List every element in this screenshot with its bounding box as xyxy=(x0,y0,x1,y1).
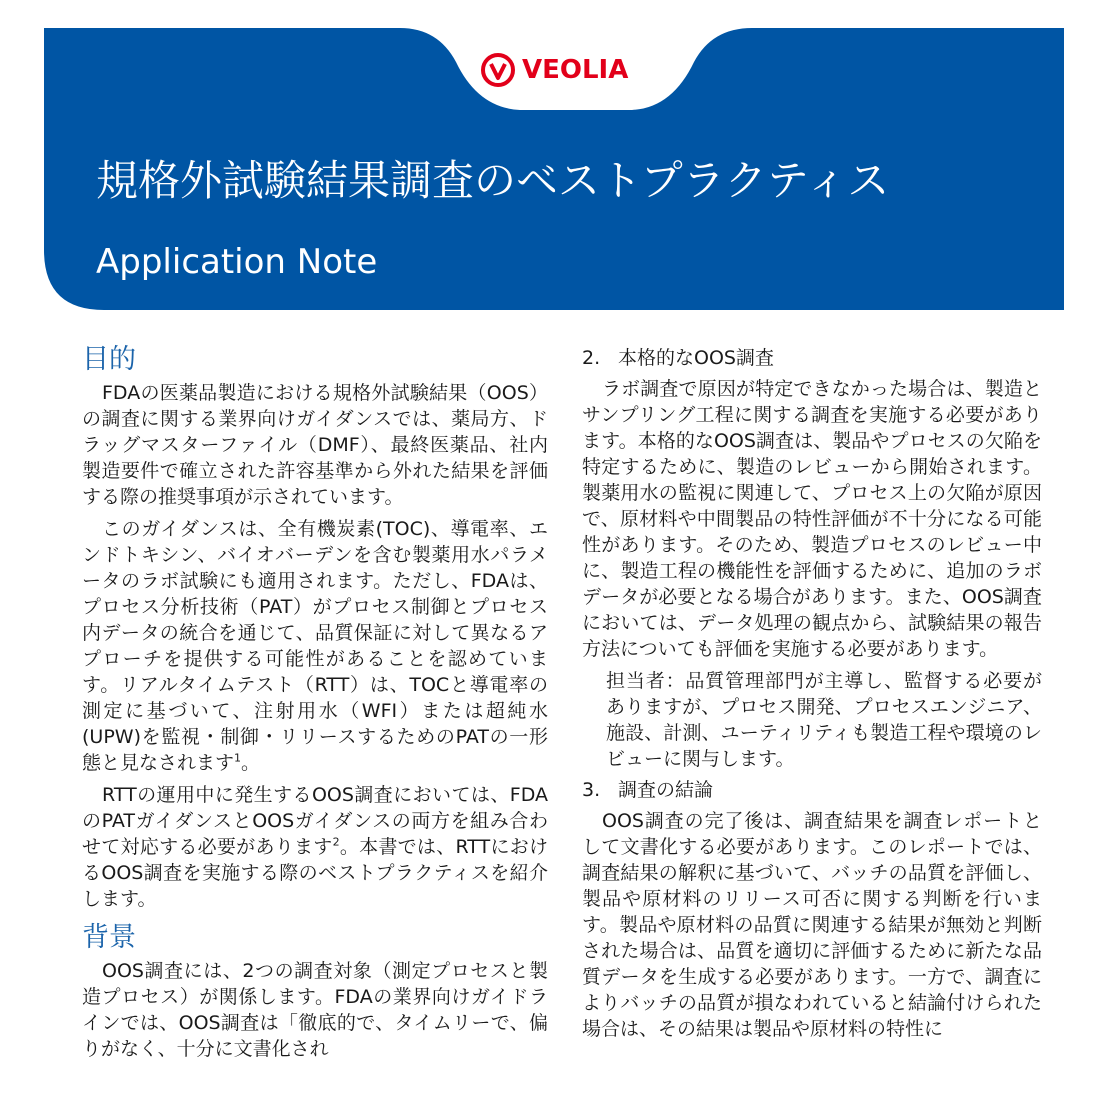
veolia-logo-text: VEOLIA xyxy=(522,55,629,85)
item-2-responsible-note: 担当者：品質管理部門が主導し、監督する必要がありますが、プロセス開発、プロセスエンジニア、施設、計測、ユーティリティも製造工程や環境のレビューに関与します。 xyxy=(606,670,1042,770)
item-3-paragraph: OOS調査の完了後は、調査結果を調査レポートとして文書化する必要があります。このレポートでは、調査結果の解釈に基づいて、バッチの品質を評価し、製品や原材料のリリース可否に関する判断を行います。製品や原材料の品質に関連する結果が無効と判断された場合は、品質を適切に評価するために新たな品質データを生成する必要があります。一方で、調査によりバッチの品質が損なわれていると結論付けられた場合は、その結果は製品や原材料の特性に xyxy=(582,810,1042,1040)
purpose-paragraph-1 xyxy=(82,380,548,510)
section-heading-purpose: 目的 xyxy=(82,344,136,375)
left-column xyxy=(82,340,548,1068)
item-3-heading xyxy=(582,778,1042,802)
section-heading-background: 背景 xyxy=(82,922,136,953)
page-title: 規格外試験結果調査のベストプラクティス xyxy=(96,156,890,205)
header-banner xyxy=(0,0,1107,320)
footnote-ref-2: 2 xyxy=(332,835,340,849)
purpose-paragraph-3-end: 。本書では、RTTにおけるOOS調査を実施する際のベストプラクティスを紹介します。 xyxy=(82,836,548,910)
background-paragraph-1: OOS調査には、2つの調査対象（測定プロセスと製造プロセス）が関係します。FDAの業界向けガイドラインでは、OOS調査は「徹底的で、タイムリーで、偏りがなく、十分に文書化され xyxy=(82,960,548,1060)
purpose-paragraph-3-text: RTTの運用中に発生するOOS調査においては、FDAのPATガイダンスとOOSガイダンスの両方を組み合わせて対応する必要があります xyxy=(82,784,548,858)
item-3-number: 3. xyxy=(582,779,601,801)
item-2-number: 2. xyxy=(582,347,601,369)
item-2-title: 本格的なOOS調査 xyxy=(618,347,774,369)
item-2-paragraph: ラボ調査で原因が特定できなかった場合は、製造とサンプリング工程に関する調査を実施する必要があります。本格的なOOS調査は、製品やプロセスの欠陥を特定するために、製造のレビューから開始されます。製薬用水の監視に関連して、プロセス上の欠陥が原因で、原材料や中間製品の特性評価が不十分になる可能性があります。そのため、製造プロセスのレビュー中に、製造工程の機能性を評価するために、追加のラボデータが必要となる場合があります。また、OOS調査においては、データ処理の観点から、試験結果の報告方法についても評価を実施する必要があります。 xyxy=(582,378,1042,660)
item-2-heading xyxy=(582,346,1042,370)
purpose-paragraph-1-text: FDAの医薬品製造における規格外試験結果（OOS）の調査に関する業界向けガイダンスでは、薬局方、ドラッグマスターファイル（DMF）、最終医薬品、社内製造要件で確立された許容基準から外れた結果を評価する際の推奨事項が示されています。 xyxy=(82,382,548,508)
footnote-ref-1: 1 xyxy=(234,751,242,765)
purpose-paragraph-2-text: このガイダンスは、全有機炭素(TOC)、導電率、エンドトキシン、バイオバーデンを含む製薬用水パラメータのラボ試験にも適用されます。ただし、FDAは、プロセス分析技術（PAT）がプロセス制御とプロセス内データの統合を通じて、品質保証に対して異なるアプローチを提供する可能性があることを認めています。リアルタイムテスト（RTT）は、TOCと導電率の測定に基づいて、注射用水（WFI）または超純水(UPW)を監視・制御・リリースするためのPATの一形態と見なされます xyxy=(82,518,548,774)
purpose-paragraph-3 xyxy=(82,782,548,912)
veolia-logo-icon xyxy=(480,52,516,88)
item-3-title: 調査の結論 xyxy=(618,779,714,801)
purpose-paragraph-2 xyxy=(82,516,548,776)
page-subtitle: Application Note xyxy=(96,242,378,282)
veolia-logo xyxy=(480,50,630,90)
right-column xyxy=(582,340,1042,1048)
purpose-paragraph-2-end: 。 xyxy=(241,752,261,774)
